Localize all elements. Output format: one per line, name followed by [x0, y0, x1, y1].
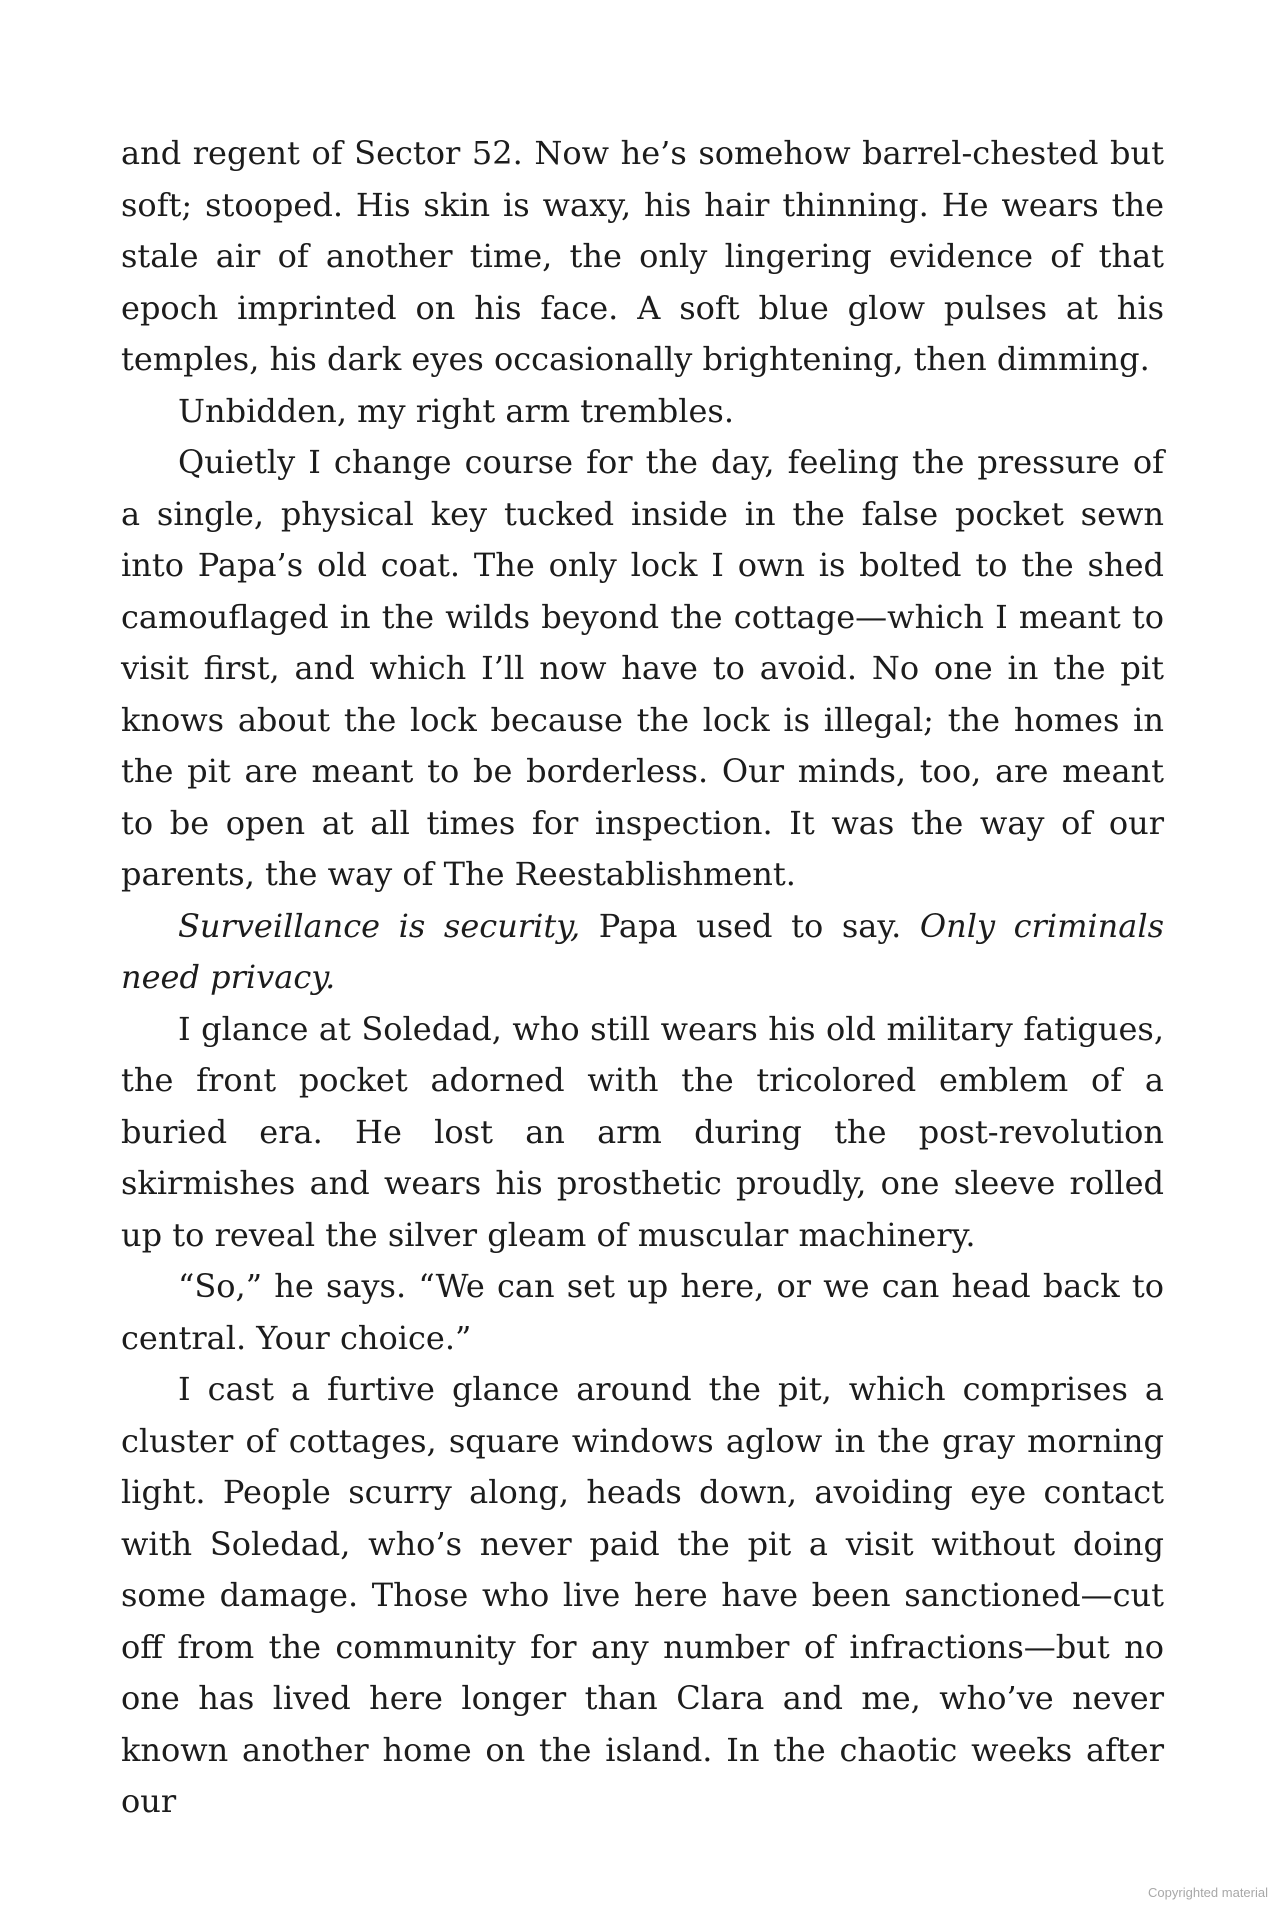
copyright-watermark: Copyrighted material: [1148, 1885, 1268, 1900]
quote-italic-2: Only criminals need privacy.: [121, 906, 1164, 996]
paragraph-continued: and regent of Sector 52. Now he’s somehow barrel-chested but soft; stooped. His skin is waxy, his hair thinning. He wears the stale air of another time, the only lingering evidence of that epoch imprinted on his face. A soft blue glow pulses at his temples, his dark eyes occasionally brightening, then dimming.: [121, 134, 1164, 378]
paragraph-last: I cast a furtive glance around the pit, which comprises a cluster of cottages, square windows aglow in the gray morning light. People scurry along, heads down, avoiding eye contact with Soledad, who’s never paid the pit a visit without doing some damage. Those who live here have been sanctioned—cut off from the community for any number of infractions—but no one has lived here longer than Clara and me, who’ve never known another home on the island. In the chaotic weeks after our: [121, 1370, 1164, 1820]
paragraph: Quietly I change course for the day, feeling the pressure of a single, physical key tucked inside in the false pocket sewn into Papa’s old coat. The only lock I own is bolted to the shed camouflaged in the wilds beyond the cottage—which I meant to visit first, and which I’ll now have to avoid. No one in the pit knows about the lock because the lock is illegal; the homes in the pit are meant to be borderless. Our minds, too, are meant to be open at all times for inspection. It was the way of our parents, the way of The Reestablishment.: [121, 443, 1164, 893]
page-body: [121, 128, 1164, 1828]
quote-italic-1: Surveillance is security,: [178, 906, 581, 945]
paragraph: Unbidden, my right arm trembles.: [178, 391, 734, 430]
quote-plain: Papa used to say.: [580, 906, 920, 945]
quote-paragraph: [121, 901, 1164, 1004]
paragraph: I glance at Soledad, who still wears his old military fatigues, the front pocket adorned with the tricolored emblem of a buried era. He lost an arm during the post-revolution skirmishes and wears his prosthetic proudly, one sleeve rolled up to reveal the silver gleam of muscular machinery.: [121, 1009, 1164, 1254]
paragraph: “So,” he says. “We can set up here, or we can head back to central. Your choice.”: [121, 1267, 1164, 1357]
